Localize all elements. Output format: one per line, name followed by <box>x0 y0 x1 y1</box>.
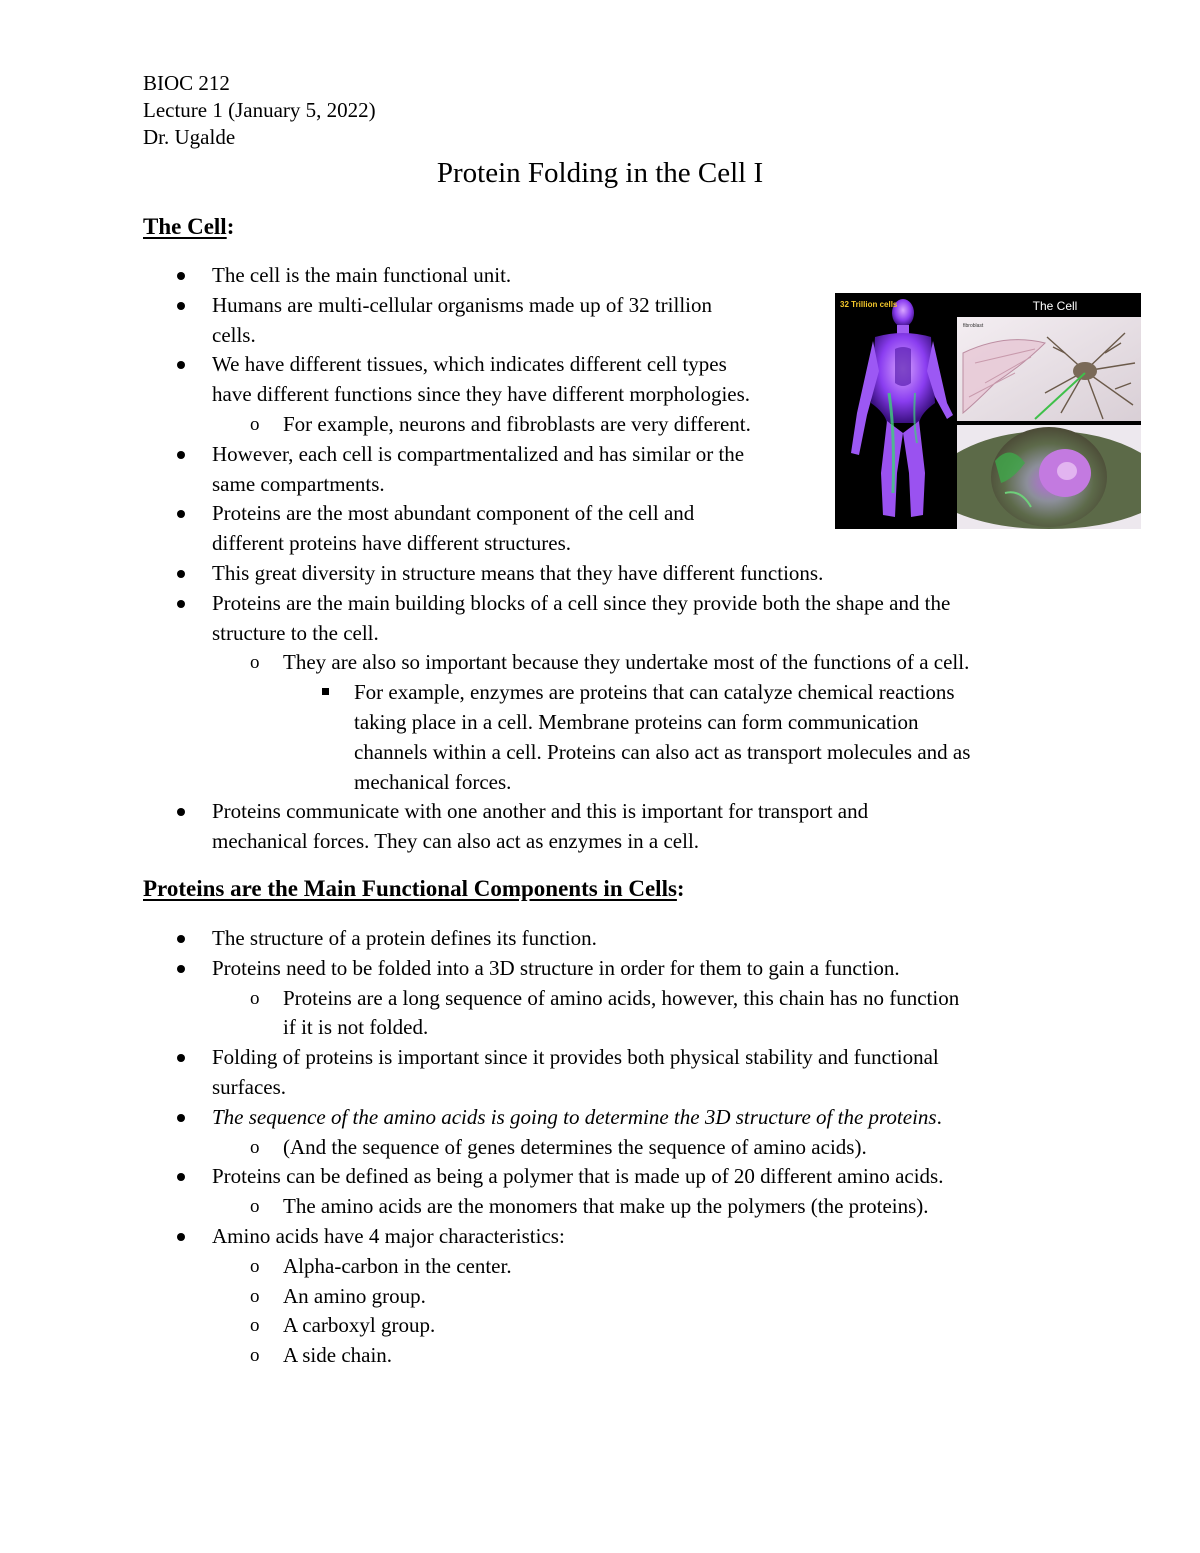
list-item-text: Proteins are a long sequence of amino acids, however, this chain has no function <box>283 985 960 1010</box>
cell-illustration <box>835 293 1141 529</box>
list-item <box>0 954 959 984</box>
list-item <box>0 1341 959 1371</box>
section-heading-the-cell <box>143 213 234 241</box>
list-item-text: have different functions since they have different morphologies. <box>212 382 751 407</box>
list-item-text: different proteins have different structures. <box>212 531 572 556</box>
course-code: BIOC 212 <box>143 71 230 95</box>
list-item-text: Proteins are the main building blocks of a cell since they provide both the shape and the <box>212 590 951 615</box>
list-item-text: An amino group. <box>283 1283 426 1308</box>
list-item <box>0 440 970 500</box>
section-heading-text: The Cell <box>143 214 227 239</box>
list-item-text: The structure of a protein defines its function. <box>212 926 597 950</box>
list-item-text: A carboxyl group. <box>283 1313 436 1338</box>
list-item <box>0 1103 959 1133</box>
list-item-text: mechanical forces. <box>354 769 512 794</box>
list-item-text: For example, enzymes are proteins that can catalyze chemical reactions <box>354 680 955 705</box>
list-item-text: mechanical forces. They can also act as enzymes in a cell. <box>212 829 700 854</box>
list-item <box>0 1222 959 1252</box>
the-cell-list <box>0 261 970 857</box>
circle-bullet-icon: o <box>250 987 260 1009</box>
list-item <box>0 291 970 351</box>
list-item-text: A side chain. <box>283 1343 393 1368</box>
cell-figure <box>835 293 1141 529</box>
list-item-text: This great diversity in structure means that they have different functions. <box>212 560 824 585</box>
list-item-text: Amino acids have 4 major characteristics: <box>212 1223 565 1248</box>
circle-bullet-icon: o <box>250 1196 260 1218</box>
list-item-text: Alpha-carbon in the center. <box>283 1253 512 1278</box>
list-item-text-italic: The sequence of the amino acids is going to determine the 3D structure of the proteins <box>212 1104 937 1129</box>
list-item-text: Proteins communicate with one another and this is important for transport and <box>212 799 869 824</box>
instructor-name: Dr. Ugalde <box>143 125 236 149</box>
lecture-date: Lecture 1 (January 5, 2022) <box>143 98 376 122</box>
figure-label-the-cell: The Cell <box>1032 299 1078 313</box>
list-item-text: The cell is the main functional unit. <box>212 263 512 287</box>
list-item <box>0 1311 959 1341</box>
list-item-text: cells. <box>212 322 256 347</box>
list-item <box>0 1133 959 1163</box>
list-item-text: (And the sequence of genes determines the sequence of amino acids). <box>283 1134 867 1159</box>
circle-bullet-icon: o <box>250 1345 260 1367</box>
list-item-text: Proteins can be defined as being a polymer that is made up of 20 different amino acids. <box>212 1164 944 1189</box>
list-item <box>0 499 970 559</box>
list-item <box>0 924 959 954</box>
circle-bullet-icon: o <box>250 1136 260 1158</box>
proteins-list <box>0 924 959 1371</box>
figure-label-trillion: 32 Trillion cells <box>840 300 898 309</box>
list-item <box>0 1252 959 1282</box>
list-item-text: structure to the cell. <box>212 620 379 645</box>
list-item-text: taking place in a cell. Membrane proteins can form communication <box>354 709 919 734</box>
page-title: Protein Folding in the Cell I <box>436 157 764 189</box>
list-item <box>0 797 970 857</box>
list-item-text: However, each cell is compartmentalized and has similar or the <box>212 441 745 466</box>
list-item-period: . <box>936 1104 942 1129</box>
circle-bullet-icon: o <box>250 413 260 435</box>
list-item-text: The amino acids are the monomers that make up the polymers (the proteins). <box>283 1194 929 1219</box>
list-item <box>0 984 959 1044</box>
section-heading-text: Proteins are the Main Functional Components in Cells <box>143 876 677 901</box>
list-item-text: They are also so important because they undertake most of the functions of a cell. <box>283 650 970 675</box>
list-item <box>0 678 970 797</box>
circle-bullet-icon: o <box>250 1255 260 1277</box>
circle-bullet-icon: o <box>250 652 260 674</box>
figure-label-fibroblast: fibroblast <box>963 323 984 329</box>
list-item-text: Proteins are the most abundant component of the cell and <box>212 501 695 526</box>
list-item <box>0 410 970 440</box>
list-item-text: if it is not folded. <box>283 1015 429 1040</box>
list-item <box>0 1162 959 1192</box>
list-item-text: We have different tissues, which indicates different cell types <box>212 352 727 377</box>
list-item-text: Humans are multi-cellular organisms made up of 32 trillion <box>212 292 713 317</box>
list-item-text: Folding of proteins is important since it provides both physical stability and functional <box>212 1045 939 1070</box>
list-item <box>0 1043 959 1103</box>
circle-bullet-icon: o <box>250 1315 260 1337</box>
list-item <box>0 648 970 678</box>
list-item <box>0 261 970 291</box>
list-item-text: surfaces. <box>212 1074 287 1099</box>
section-heading-colon: : <box>226 214 235 239</box>
list-item-text: channels within a cell. Proteins can also act as transport molecules and as <box>354 739 971 764</box>
list-item-text: For example, neurons and fibroblasts are very different. <box>283 411 751 436</box>
circle-bullet-icon: o <box>250 1285 260 1307</box>
list-item <box>0 559 970 589</box>
list-item <box>0 1282 959 1312</box>
list-item-text: same compartments. <box>212 471 385 496</box>
document-header <box>143 70 376 151</box>
section-heading-proteins <box>143 875 685 903</box>
list-item-text: Proteins need to be folded into a 3D structure in order for them to gain a function. <box>212 955 900 980</box>
list-item <box>0 350 970 410</box>
list-item <box>0 1192 959 1222</box>
section-heading-colon: : <box>676 876 685 901</box>
list-item <box>0 589 970 649</box>
